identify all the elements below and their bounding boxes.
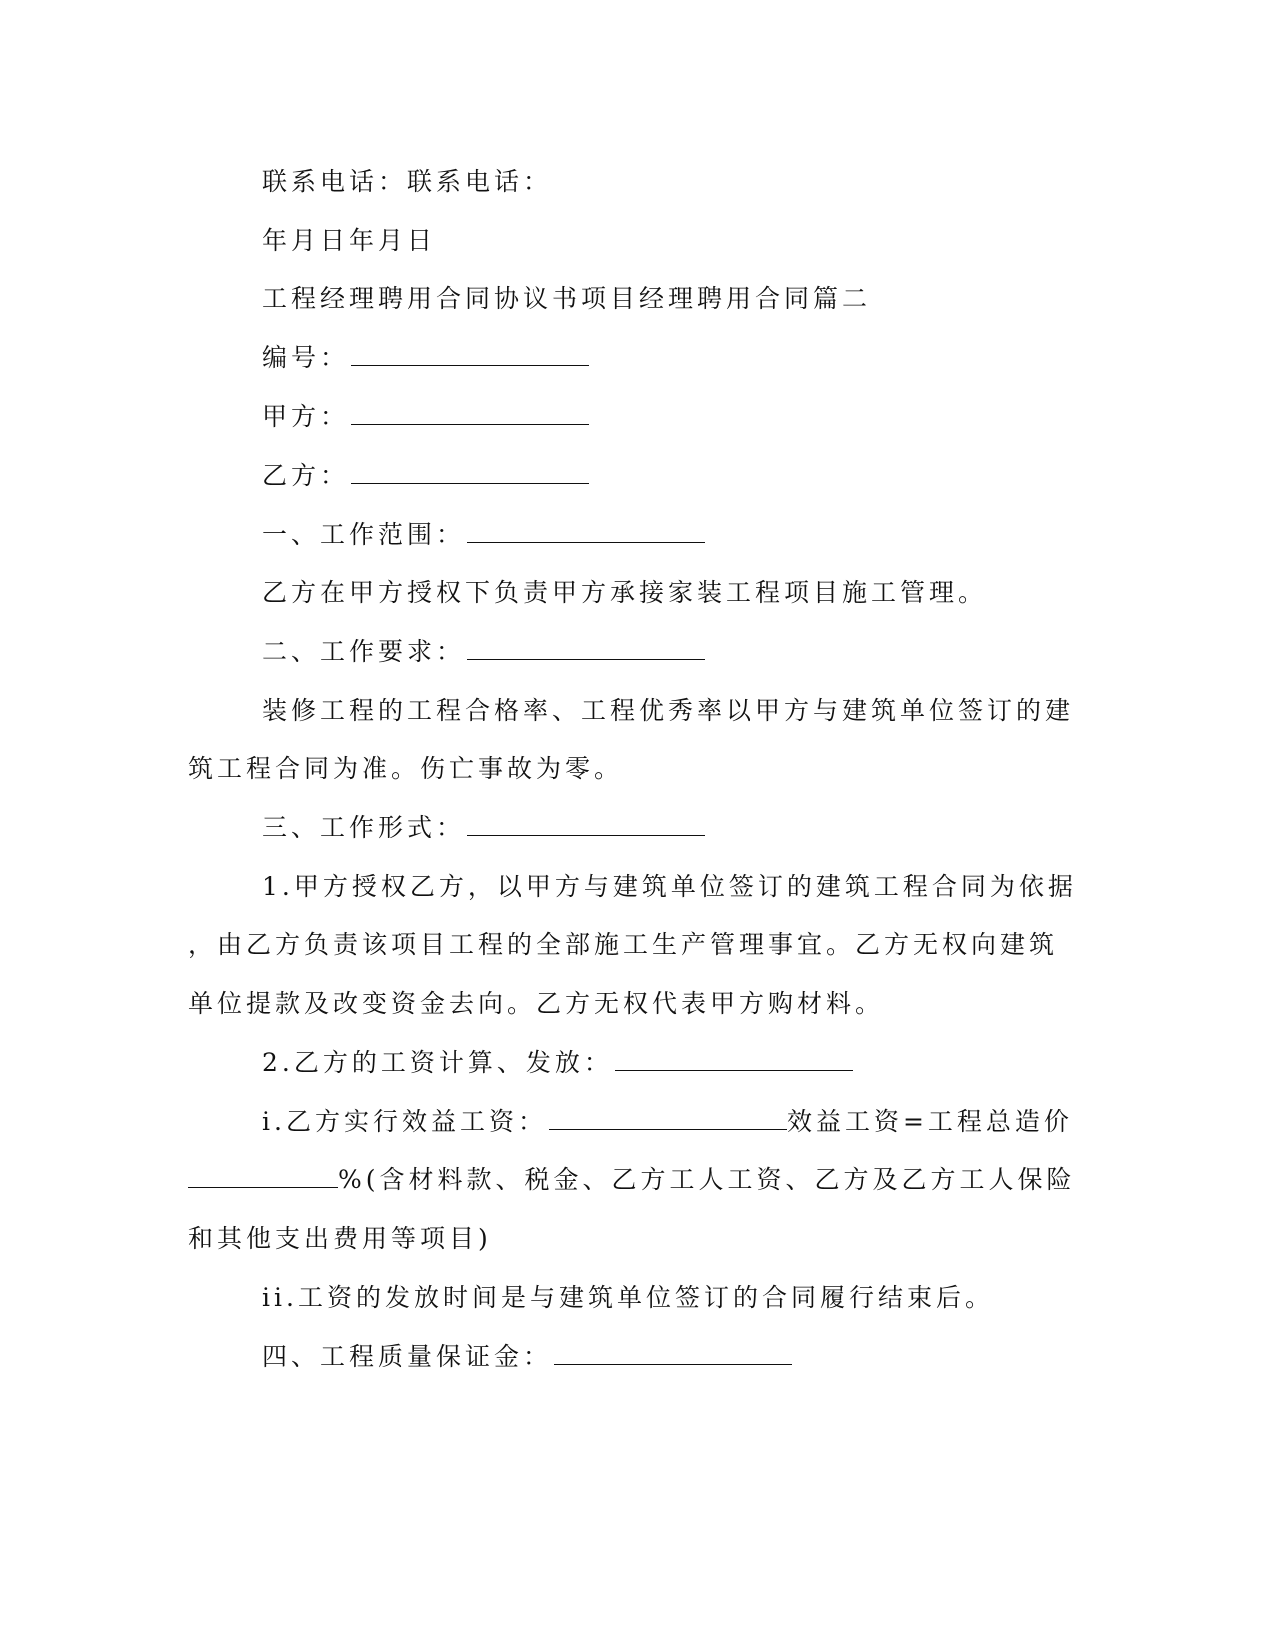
benefit-salary-blank	[549, 1107, 787, 1130]
salary-heading	[262, 1046, 853, 1080]
paragraph-line	[188, 987, 884, 1021]
benefit-salary-formula: 效益工资=工程总造价	[786, 1107, 1073, 1136]
work-requirement-blank	[467, 637, 705, 660]
party-b-line	[262, 459, 589, 493]
item-1-line-3: 单位提款及改变资金去向。乙方无权代表甲方购材料。	[188, 989, 885, 1018]
other-expenses-text: 和其他支出费用等项目)	[188, 1224, 492, 1253]
item-1-line-2: ，由乙方负责该项目工程的全部施工生产管理事宜。乙方无权向建筑	[188, 930, 1059, 959]
number-line	[262, 341, 589, 375]
quality-deposit-label: 四、工程质量保证金：	[262, 1342, 553, 1371]
contact-phone-text: 联系电话：联系电话：	[262, 167, 553, 196]
work-form-heading	[262, 811, 705, 845]
work-scope-heading	[262, 518, 705, 552]
party-a-blank	[351, 402, 589, 425]
party-b-blank	[351, 461, 589, 484]
payment-time-text: ii.工资的发放时间是与建筑单位签订的合同履行结束后。	[262, 1283, 994, 1312]
work-requirement-label: 二、工作要求：	[262, 637, 466, 666]
paragraph-line	[188, 752, 623, 786]
date-line	[262, 224, 436, 258]
work-scope-text	[262, 576, 987, 610]
work-form-label: 三、工作形式：	[262, 813, 466, 842]
contact-phone-line	[262, 165, 552, 199]
requirement-body-1: 装修工程的工程合格率、工程优秀率以甲方与建筑单位签订的建	[262, 696, 1075, 725]
section-title-text: 工程经理聘用合同协议书项目经理聘用合同篇二	[262, 284, 872, 313]
party-a-label: 甲方：	[262, 402, 350, 431]
paragraph-line	[262, 870, 1077, 904]
benefit-salary-label: i.乙方实行效益工资：	[262, 1107, 547, 1136]
number-blank	[351, 343, 589, 366]
paragraph-line	[188, 928, 1058, 962]
paragraph-line	[188, 1222, 492, 1256]
work-scope-blank	[467, 520, 705, 543]
paragraph-line	[262, 1105, 1073, 1139]
paragraph-line	[262, 694, 1074, 728]
item-1-line-1: 1.甲方授权乙方，以甲方与建筑单位签订的建筑工程合同为依据	[262, 872, 1077, 901]
salary-blank	[615, 1048, 853, 1071]
work-requirement-heading	[262, 635, 705, 669]
work-scope-label: 一、工作范围：	[262, 520, 466, 549]
quality-deposit-heading	[262, 1340, 792, 1374]
date-text: 年月日年月日	[262, 226, 437, 255]
percent-blank	[188, 1165, 338, 1188]
salary-label: 2.乙方的工资计算、发放：	[262, 1048, 613, 1077]
work-form-blank	[467, 813, 705, 836]
paragraph-line	[262, 1281, 994, 1315]
paragraph-line	[188, 1163, 1076, 1197]
quality-deposit-blank	[554, 1342, 792, 1365]
requirement-body-2: 筑工程合同为准。伤亡事故为零。	[188, 754, 624, 783]
work-scope-body: 乙方在甲方授权下负责甲方承接家装工程项目施工管理。	[262, 578, 988, 607]
section-title	[262, 282, 871, 316]
number-label: 编号：	[262, 343, 350, 372]
party-a-line	[262, 400, 589, 434]
percent-text: %(含材料款、税金、乙方工人工资、乙方及乙方工人保险	[338, 1165, 1076, 1194]
party-b-label: 乙方：	[262, 461, 350, 490]
